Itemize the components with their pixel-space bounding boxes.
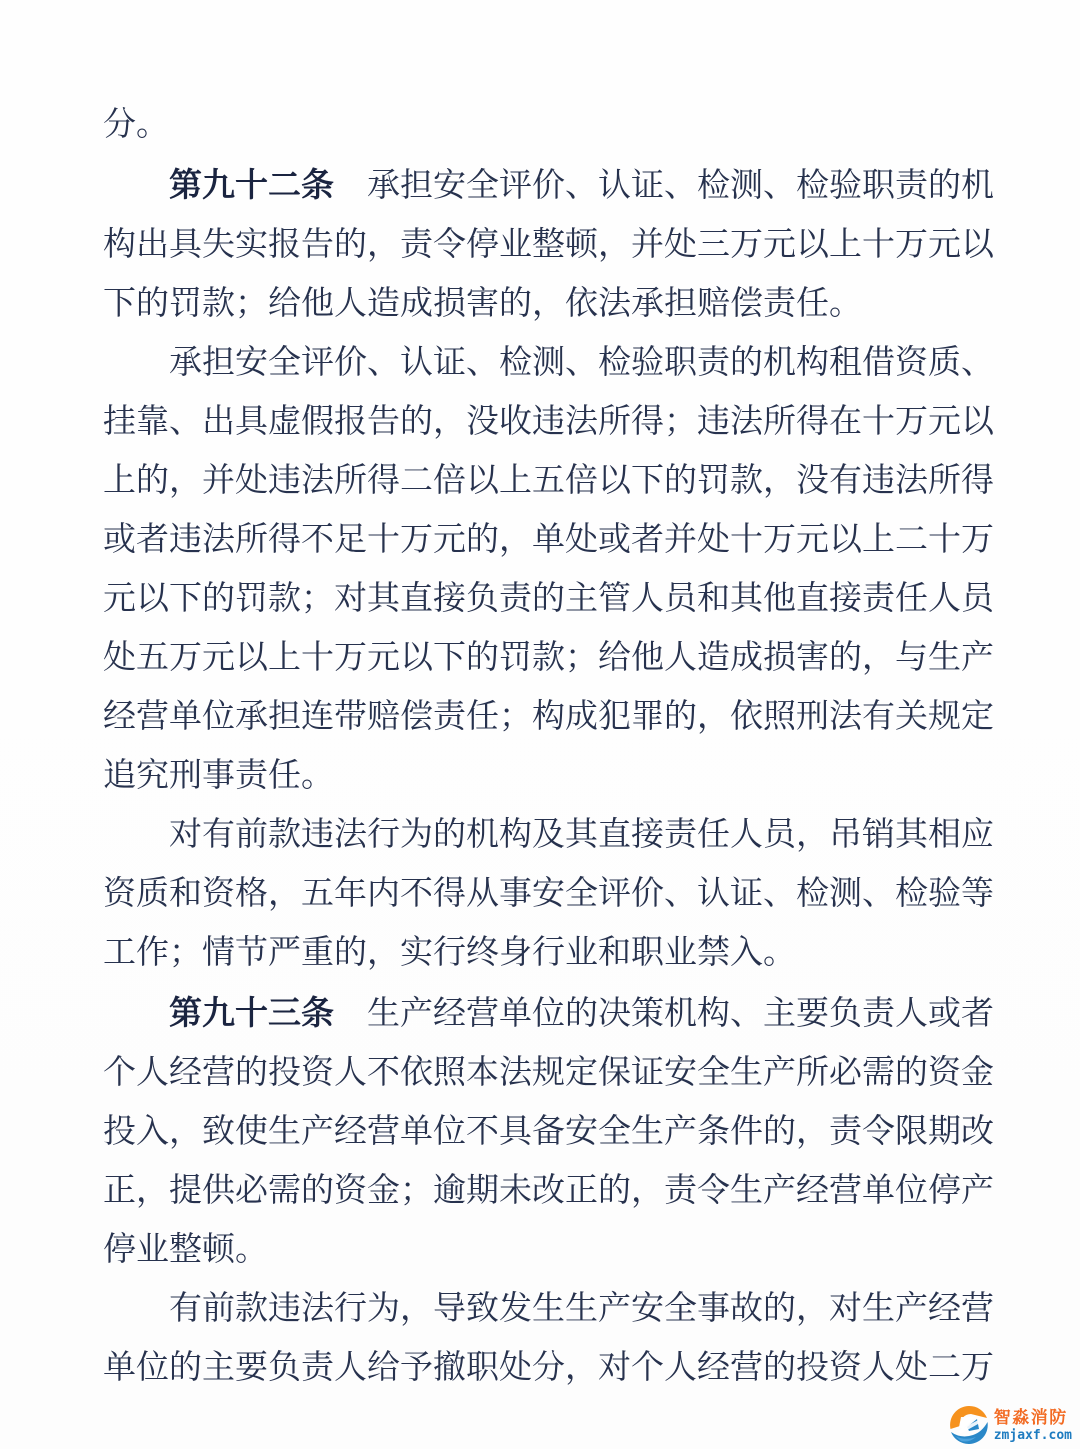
paragraph-text: 承担安全评价、认证、检测、检验职责的机构出具失实报告的，责令停业整顿，并处三万元以上十万元以下的罚款；给他人造成损害的，依法承担赔偿责任。 [103,168,994,322]
zhimiao-logo-icon [949,1405,989,1445]
paragraph [103,1280,994,1398]
paragraph [103,155,994,334]
paragraph-text: 分。 [103,107,169,143]
watermark-website: zmjaxf.com [993,1427,1072,1443]
paragraph [103,983,994,1280]
document-body [103,96,994,1398]
paragraph [103,806,994,983]
paragraph-text: 承担安全评价、认证、检测、检验职责的机构租借资质、挂靠、出具虚假报告的，没收违法所得；违法所得在十万元以上的，并处违法所得二倍以上五倍以下的罚款，没有违法所得或者违法所得不足十万元的，单处或者并处十万元以上二十万元以下的罚款；对其直接负责的主管人员和其他直接责任人员处五万元以上十万元以下的罚款；给他人造成损害的，与生产经营单位承担连带赔偿责任；构成犯罪的，依照刑法有关规定追究刑事责任。 [103,345,994,794]
article-number: 第九十二条 [169,166,334,203]
watermark-brand-name: 智淼消防 [993,1407,1068,1427]
paragraph [103,334,994,806]
article-number: 第九十三条 [169,994,334,1031]
paragraph-text: 生产经营单位的决策机构、主要负责人或者个人经营的投资人不依照本法规定保证安全生产所必需的资金投入，致使生产经营单位不具备安全生产条件的，责令限期改正，提供必需的资金；逾期未改正的，责令生产经营单位停产停业整顿。 [103,996,994,1268]
paragraph-text: 对有前款违法行为的机构及其直接责任人员，吊销其相应资质和资格，五年内不得从事安全评价、认证、检测、检验等工作；情节严重的，实行终身行业和职业禁入。 [103,817,994,971]
paragraph [103,96,994,155]
watermark [949,1405,1072,1445]
watermark-text [994,1409,1072,1442]
paragraph-text: 有前款违法行为，导致发生生产安全事故的，对生产经营单位的主要负责人给予撤职处分，对个人经营的投资人处二万 [103,1291,994,1386]
